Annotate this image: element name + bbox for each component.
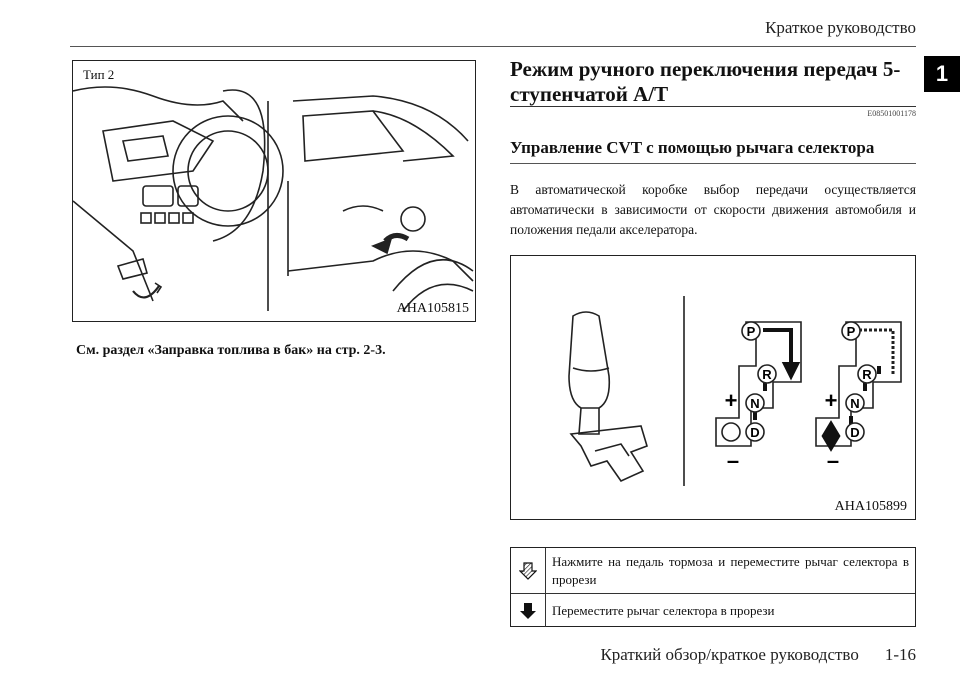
gate2-letter-n: N xyxy=(850,396,860,411)
section-divider xyxy=(510,106,916,107)
hatched-arrow-icon xyxy=(511,548,546,593)
gate2-plus: + xyxy=(824,388,838,413)
gate1-minus: – xyxy=(726,448,740,473)
chapter-tab: 1 xyxy=(924,56,960,92)
header-divider xyxy=(70,46,916,47)
section-title: Режим ручного переключения передач 5-ступенчатой А/Т xyxy=(510,57,901,106)
solid-arrow-icon xyxy=(511,594,546,627)
legend-text: Нажмите на педаль тормоза и переместите рычаг селектора в прорези xyxy=(552,553,909,587)
fuel-door-figure xyxy=(72,60,476,322)
footer-text: Краткий обзор/краткое руководство xyxy=(600,645,859,664)
legend-text: Переместите рычаг селектора в прорези xyxy=(552,602,775,618)
figure-id: AHA105899 xyxy=(834,499,907,514)
legend-row xyxy=(511,594,915,627)
gate1-letter-r: R xyxy=(762,367,772,382)
gate1-letter-n: N xyxy=(750,396,760,411)
gate2-letter-d: D xyxy=(850,425,860,440)
gate2-letter-r: R xyxy=(862,367,872,382)
gate1-letter-p: P xyxy=(746,324,756,339)
subsection-title: Управление CVT с помощью рычага селектора xyxy=(510,138,875,157)
subsection-divider xyxy=(510,163,916,164)
gate2-minus: – xyxy=(826,448,840,473)
arrow-legend-table xyxy=(510,547,916,627)
fuel-door-illustration xyxy=(73,61,477,323)
running-header: Краткое руководство xyxy=(765,18,916,37)
reference-note: См. раздел «Заправка топлива в бак» на стр. 2-3. xyxy=(76,343,386,358)
gate1-letter-d: D xyxy=(750,425,760,440)
page-footer xyxy=(600,645,916,665)
page-number: 1-16 xyxy=(884,645,916,664)
selector-gate-illustration xyxy=(511,256,917,521)
lever-knob xyxy=(569,312,609,408)
gate2-letter-p: P xyxy=(846,324,856,339)
legend-row xyxy=(511,548,915,594)
body-paragraph: В автоматической коробке выбор передачи осуществляется автоматически в зависимости от скорости движения автомобиля и положения педали акселератора. xyxy=(510,182,916,237)
section-code: E08501001178 xyxy=(867,109,916,118)
figure-type-label: Тип 2 xyxy=(83,67,115,82)
gate1-plus: + xyxy=(724,388,738,413)
figure-id: AHA105815 xyxy=(396,301,469,316)
selector-lever-figure xyxy=(510,255,916,520)
